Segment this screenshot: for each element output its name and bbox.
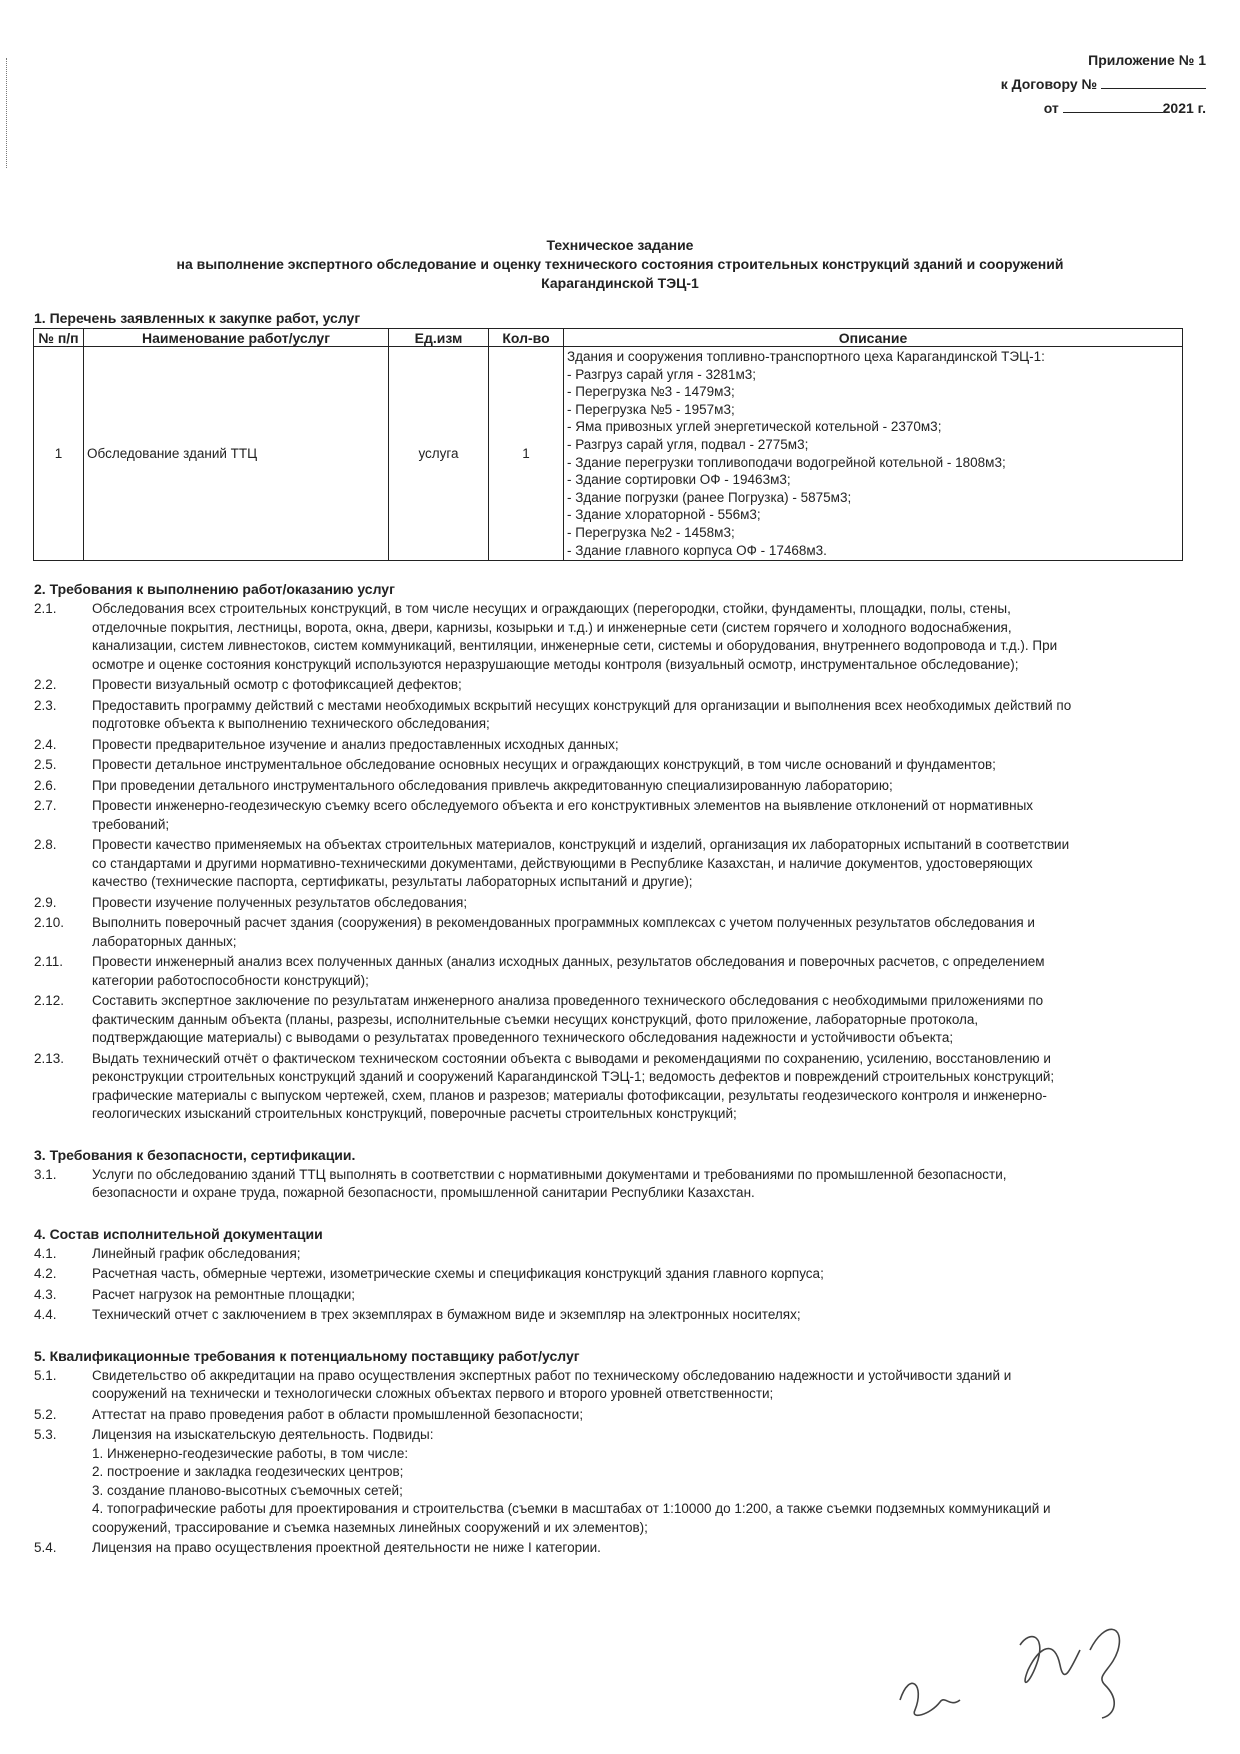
list-item [34, 1265, 1194, 1284]
item-text [92, 697, 1194, 734]
item-line: Провести предварительное изучение и анализ предоставленных исходных данных; [92, 736, 619, 752]
item-number: 4.4. [34, 1307, 57, 1322]
list-item [34, 1306, 1194, 1325]
section-gap [34, 1325, 1194, 1347]
item-line: отделочные покрытия, лестницы, ворота, окна, двери, карнизы, козырьки и т.д.) и инженерные сети (систем горячего и холодного водоснабжения, [92, 619, 1012, 635]
item-line: 4. топографические работы для проектирования и строительства (съемки в масштабах от 1:10000 до 1:200, а также съемки подземных коммуникаций и [92, 1501, 1051, 1516]
section3-heading: 3. Требования к безопасности, сертификации. [34, 1146, 356, 1163]
item-text [92, 797, 1194, 834]
item-number: 2.2. [34, 677, 57, 692]
col-header-num: № п/п [34, 329, 84, 347]
appendix-header [1001, 48, 1206, 120]
item-line: 3. создание планово-высотных съемочных сетей; [92, 1482, 403, 1498]
list-item [34, 1367, 1194, 1404]
date-prefix: от [1043, 100, 1059, 116]
date-year: 2021 г. [1162, 100, 1206, 116]
item-number: 2.10. [34, 915, 65, 930]
item-number: 2.3. [34, 697, 57, 713]
cell-desc [564, 347, 1183, 561]
list-item [34, 1245, 1194, 1264]
item-line: Расчет нагрузок на ремонтные площадки; [92, 1286, 355, 1302]
scan-marks [6, 58, 11, 168]
col-header-unit: Ед.изм [389, 329, 489, 347]
list-item [34, 894, 1194, 913]
item-number: 2.8. [34, 837, 57, 852]
item-line: качество (технические паспорта, сертификаты, результаты лабораторных испытаний и другие); [92, 874, 693, 889]
item-text [92, 1050, 1194, 1124]
item-line: Линейный график обследования; [92, 1245, 301, 1261]
list-item [34, 1166, 1194, 1203]
contract-label: к Договору № [1000, 76, 1098, 92]
table-header-row [34, 329, 1183, 347]
item-text [92, 1539, 1194, 1558]
item-line: безопасности и охране труда, пожарной безопасности, промышленной санитарии Республики Казахстан. [92, 1185, 755, 1200]
title-line-2: на выполнение экспертного обследование и оценку технического состояния строительных конструкций зданий и сооружений [176, 256, 1064, 272]
item-number: 2.12. [34, 993, 65, 1008]
item-text [92, 992, 1194, 1048]
item-text [92, 1367, 1194, 1404]
item-line: сооружений на технически и технологически сложных объектах первого и второго уровней ответственности; [92, 1386, 774, 1401]
item-number: 2.4. [34, 736, 57, 752]
item-line: При проведении детального инструментального обследования привлечь аккредитованную специализированную лабораторию; [92, 777, 893, 793]
item-text [92, 676, 1194, 695]
col-header-qty: Кол-во [489, 329, 564, 347]
item-text [92, 953, 1194, 990]
section-gap [34, 1124, 1194, 1146]
item-line: со стандартами и другими нормативно-техническими документами, действующими в Республике Казахстан, и наличие документов, удостоверяющих [92, 855, 1033, 871]
item-number: 4.3. [34, 1286, 57, 1302]
item-line: 1. Инженерно-геодезические работы, в том числе: [92, 1445, 409, 1461]
item-text [92, 736, 1194, 755]
item-line: Выполнить поверочный расчет здания (сооружения) в рекомендованных программных комплексах с учетом полученных результатов обследования и [92, 915, 1035, 930]
section4-heading: 4. Состав исполнительной документации [34, 1225, 323, 1242]
cell-unit: услуга [389, 347, 489, 561]
item-text [92, 1306, 1194, 1325]
col-header-name: Наименование работ/услуг [84, 329, 389, 347]
item-line: осмотре и оценке состояния конструкций используются неразрушающие методы контроля (визуальный осмотр, инструментальное обследование); [92, 656, 1019, 672]
item-number: 2.9. [34, 894, 57, 910]
item-number: 4.2. [34, 1266, 57, 1281]
item-line: лабораторных данных; [92, 933, 237, 949]
item-text [92, 1426, 1194, 1537]
section5-heading: 5. Квалификационные требования к потенциальному поставщику работ/услуг [34, 1347, 580, 1364]
works-table [33, 328, 1183, 561]
list-item [34, 736, 1194, 755]
item-line: Свидетельство об аккредитации на право осуществления экспертных работ по техническому обследованию надежности и устойчивости зданий и [92, 1367, 1012, 1383]
item-line: фактическим данным объекта (планы, разрезы, исполнительные съемки несущих конструкций, фото приложение, лабораторные протокола, [92, 1011, 979, 1027]
desc-line: - Разгруз сарай угля, подвал - 2775м3; [567, 436, 809, 452]
list-item [34, 1406, 1194, 1425]
item-line: Предоставить программу действий с местами необходимых вскрытий несущих конструкций для организации и выполнения всех необходимых действий по [92, 697, 1072, 713]
item-line: требований; [92, 816, 170, 832]
item-text [92, 1406, 1194, 1425]
section2-heading: 2. Требования к выполнению работ/оказанию услуг [34, 581, 395, 597]
desc-line: - Здание хлораторной - 556м3; [567, 507, 761, 523]
list-item [34, 676, 1194, 695]
item-number: 5.3. [34, 1427, 57, 1442]
contract-number-blank [1101, 76, 1206, 89]
item-number: 5.2. [34, 1406, 57, 1422]
item-line: Лицензия на изыскательскую деятельность. Подвиды: [92, 1427, 434, 1442]
desc-line: - Здание погрузки (ранее Погрузка) - 5875м3; [567, 489, 852, 505]
contract-line [1001, 72, 1206, 96]
item-text [92, 1286, 1194, 1305]
item-line: реконструкции строительных конструкций зданий и сооружений Карагандинской ТЭЦ-1; ведомость дефектов и повреждений строительных конструкций; [92, 1069, 1055, 1084]
requirements-sections [34, 580, 1194, 1558]
list-item [34, 1426, 1194, 1537]
item-text [92, 836, 1194, 892]
section1-heading: 1. Перечень заявленных к закупке работ, услуг [34, 310, 361, 326]
item-number: 2.6. [34, 777, 57, 793]
list-item [34, 1539, 1194, 1558]
item-text [92, 600, 1194, 674]
item-number: 5.4. [34, 1540, 57, 1555]
date-line [1001, 96, 1206, 120]
item-line: графические материалы с выпуском чертежей, схем, планов и разрезов; материалы фотофиксации, результаты геодезического контроля и инженерно- [92, 1087, 1047, 1103]
list-item [34, 1286, 1194, 1305]
item-number: 2.1. [34, 601, 57, 616]
desc-line: - Здание перегрузки топливоподачи водогрейной котельной - 1808м3; [567, 454, 1006, 470]
item-text [92, 756, 1194, 775]
handwritten-signatures [870, 1590, 1170, 1730]
document-title [0, 236, 1240, 293]
list-item [34, 756, 1194, 775]
item-line: Провести инженерно-геодезическую съемку всего обследуемого объекта и его конструктивных элементов на выявление отклонений от нормативных [92, 798, 1034, 813]
list-item [34, 697, 1194, 734]
section-gap [34, 1203, 1194, 1225]
item-line: Технический отчет с заключением в трех экземплярах в бумажном виде и экземпляр на электронных носителях; [92, 1307, 801, 1322]
item-line: Расчетная часть, обмерные чертежи, изометрические схемы и спецификация конструкций здания главного корпуса; [92, 1266, 824, 1281]
list-item [34, 914, 1194, 951]
item-line: подготовке объекта к выполнению технического обследования; [92, 716, 490, 731]
table-row [34, 347, 1183, 561]
title-line-3: Карагандинской ТЭЦ-1 [541, 275, 699, 291]
item-text [92, 1166, 1194, 1203]
list-item [34, 1050, 1194, 1124]
item-number: 2.7. [34, 798, 57, 813]
item-number: 4.1. [34, 1245, 57, 1261]
list-item [34, 836, 1194, 892]
desc-line: - Перегрузка №3 - 1479м3; [567, 384, 735, 400]
desc-line: Здания и сооружения топливно-транспортного цеха Карагандинской ТЭЦ-1: [567, 349, 1045, 364]
desc-line: - Здание сортировки ОФ - 19463м3; [567, 472, 791, 488]
item-line: Выдать технический отчёт о фактическом техническом состоянии объекта с выводами и рекомендациями по сохранению, усилению, восстановлению и [92, 1050, 1051, 1066]
item-number: 3.1. [34, 1166, 57, 1182]
list-item [34, 600, 1194, 674]
item-line: категории работоспособности конструкций); [92, 972, 369, 988]
item-text [92, 894, 1194, 913]
item-line: 2. построение и закладка геодезических центров; [92, 1464, 404, 1479]
item-line: Провести изучение полученных результатов обследования; [92, 894, 468, 910]
col-header-desc: Описание [564, 329, 1183, 347]
item-line: Провести качество применяемых на объектах строительных материалов, конструкций и изделий, организация их лабораторных испытаний в соответствии [92, 837, 1070, 852]
cell-name: Обследование зданий ТТЦ [84, 347, 389, 561]
item-number: 5.1. [34, 1367, 57, 1383]
list-item [34, 992, 1194, 1048]
item-number: 2.5. [34, 757, 57, 772]
list-item [34, 777, 1194, 796]
title-line-1: Техническое задание [546, 237, 694, 253]
cell-num: 1 [34, 347, 84, 561]
date-blank [1063, 100, 1163, 113]
item-line: Провести визуальный осмотр с фотофиксацией дефектов; [92, 677, 462, 692]
desc-line: - Яма привозных углей энергетической котельной - 2370м3; [567, 419, 942, 435]
list-item [34, 797, 1194, 834]
item-line: Провести инженерный анализ всех полученных данных (анализ исходных данных, результатов обследования и поверочных расчетов, с определением [92, 954, 1045, 969]
desc-line: - Разгруз сарай угля - 3281м3; [567, 366, 757, 382]
list-item [34, 953, 1194, 990]
desc-line: - Здание главного корпуса ОФ - 17468м3. [567, 542, 827, 558]
item-line: сооружений, трассирование и съемка наземных линейных сооружений и их элементов); [92, 1519, 648, 1535]
desc-line: - Перегрузка №5 - 1957м3; [567, 401, 735, 417]
item-text [92, 1245, 1194, 1264]
item-number: 2.11. [34, 954, 64, 969]
item-number: 2.13. [34, 1050, 65, 1066]
item-line: Аттестат на право проведения работ в области промышленной безопасности; [92, 1406, 584, 1422]
item-line: Лицензия на право осуществления проектной деятельности не ниже I категории. [92, 1540, 601, 1555]
item-line: канализации, систем ливнестоков, систем коммуникаций, вентиляции, инженерные сети, системы и оборудования, внутреннего водопровода и т.д.). При [92, 638, 1058, 653]
desc-line: - Перегрузка №2 - 1458м3; [567, 524, 735, 540]
appendix-label: Приложение № 1 [1088, 52, 1206, 68]
item-line: Услуги по обследованию зданий ТТЦ выполнять в соответствии с нормативными документами и требованиями по промышленной безопасности, [92, 1166, 1007, 1182]
item-line: подтверждающие материалы) с выводами о результатах проведенного технического обследования надежности и устойчивости объекта; [92, 1030, 954, 1045]
item-text [92, 1265, 1194, 1284]
item-line: Составить экспертное заключение по результатам инженерного анализа проведенного технического обследования с необходимыми приложениями по [92, 993, 1044, 1008]
item-line: Провести детальное инструментальное обследование основных несущих и ограждающих конструкций, в том числе оснований и фундаментов; [92, 757, 996, 772]
item-line: геологических изысканий строительных конструкций, поверочные расчеты строительных конструкций; [92, 1106, 737, 1121]
item-text [92, 777, 1194, 796]
item-line: Обследования всех строительных конструкций, в том числе несущих и ограждающих (перегородки, стойки, фундаменты, площадки, полы, стены, [92, 601, 1011, 616]
item-text [92, 914, 1194, 951]
cell-qty: 1 [489, 347, 564, 561]
